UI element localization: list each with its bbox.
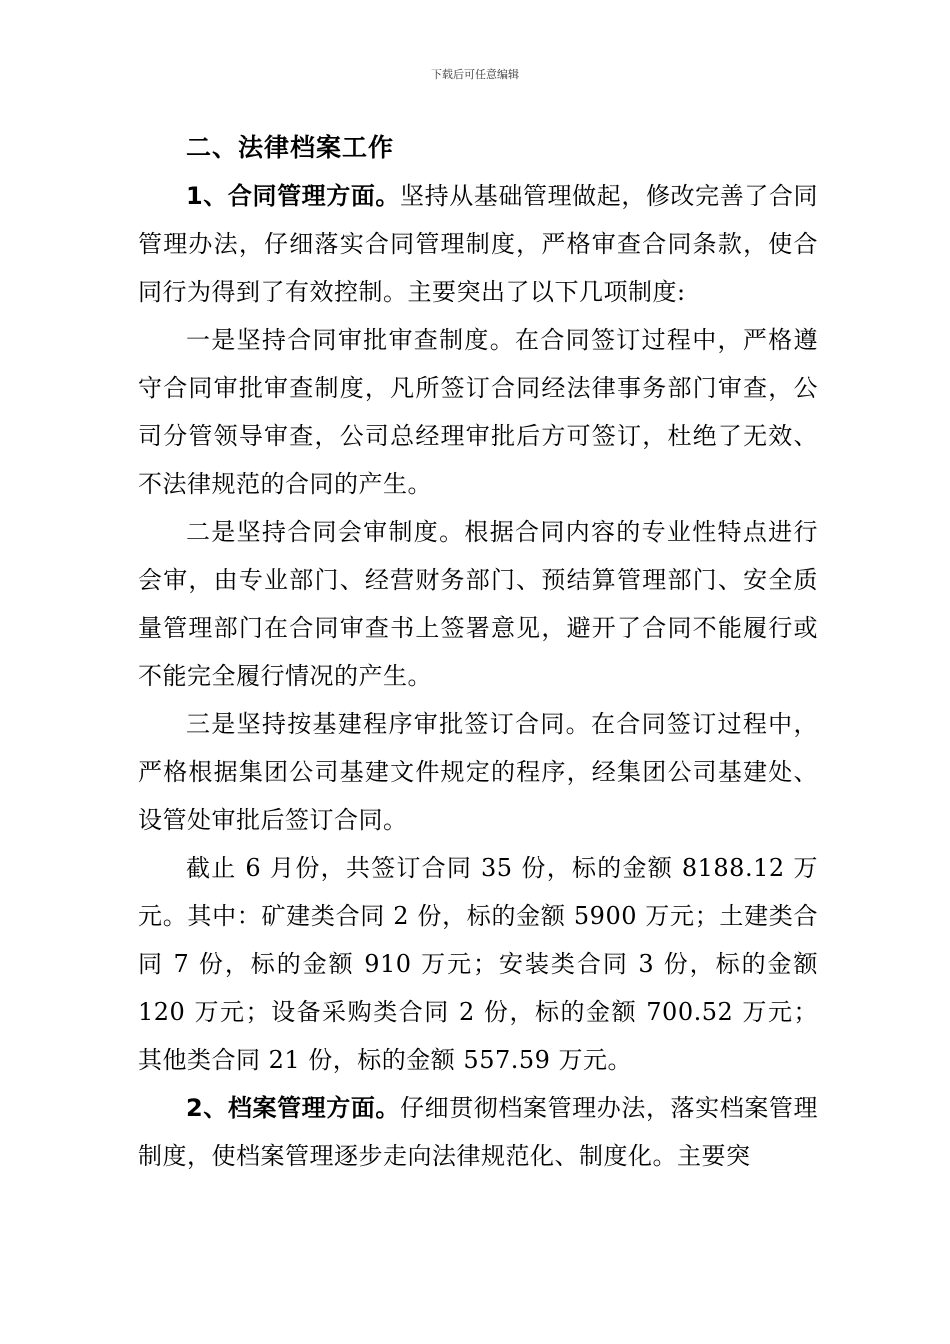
page-header: 下载后可任意编辑	[431, 68, 519, 81]
section-title: 二、法律档案工作	[186, 133, 395, 162]
paragraph-text: 坚持从基础管理做起，修改完善了合同管理办法，仔细落实合同管理制度，严格审查合同条款，使合同行为得到了有效控制。主要突出了以下几项制度:	[138, 182, 818, 306]
paragraph-approval-review	[138, 316, 818, 508]
paragraph-contract-management	[138, 172, 818, 316]
paragraph-lead: 2、档案管理方面。	[186, 1094, 401, 1122]
paragraph-text: 截止 6 月份，共签订合同 35 份，标的金额 8188.12 万元。其中：矿建类合同 2 份，标的金额 5900 万元；土建类合同 7 份，标的金额 910 万元；安装类合同 3 份，标的金额 120 万元；设备采购类合同 2 份，标的金额 700.52 万元；其他类合同 21 份，标的金额 557.59 万元。	[138, 854, 818, 1074]
paragraph-text: 仔细贯彻档案管理办法，落实档案管理制度，使档案管理逐步走向法律规范化、制度化。主要突	[138, 1094, 818, 1170]
paragraph-text: 一是坚持合同审批审查制度。在合同签订过程中，严格遵守合同审批审查制度，凡所签订合同经法律事务部门审查，公司分管领导审查，公司总经理审批后方可签订，杜绝了无效、不法律规范的合同的产生。	[138, 326, 818, 498]
paragraph-lead: 1、合同管理方面。	[186, 182, 401, 210]
paragraph-archive-management	[138, 1084, 818, 1180]
document-body	[138, 124, 818, 1180]
paragraph-construction-procedure	[138, 700, 818, 844]
paragraph-joint-review	[138, 508, 818, 700]
paragraph-contract-statistics	[138, 844, 818, 1084]
paragraph-text: 三是坚持按基建程序审批签订合同。在合同签订过程中，严格根据集团公司基建文件规定的程序，经集团公司基建处、设管处审批后签订合同。	[138, 710, 818, 834]
paragraph-text: 二是坚持合同会审制度。根据合同内容的专业性特点进行会审，由专业部门、经营财务部门、预结算管理部门、安全质量管理部门在合同审查书上签署意见，避开了合同不能履行或不能完全履行情况的产生。	[138, 518, 818, 690]
